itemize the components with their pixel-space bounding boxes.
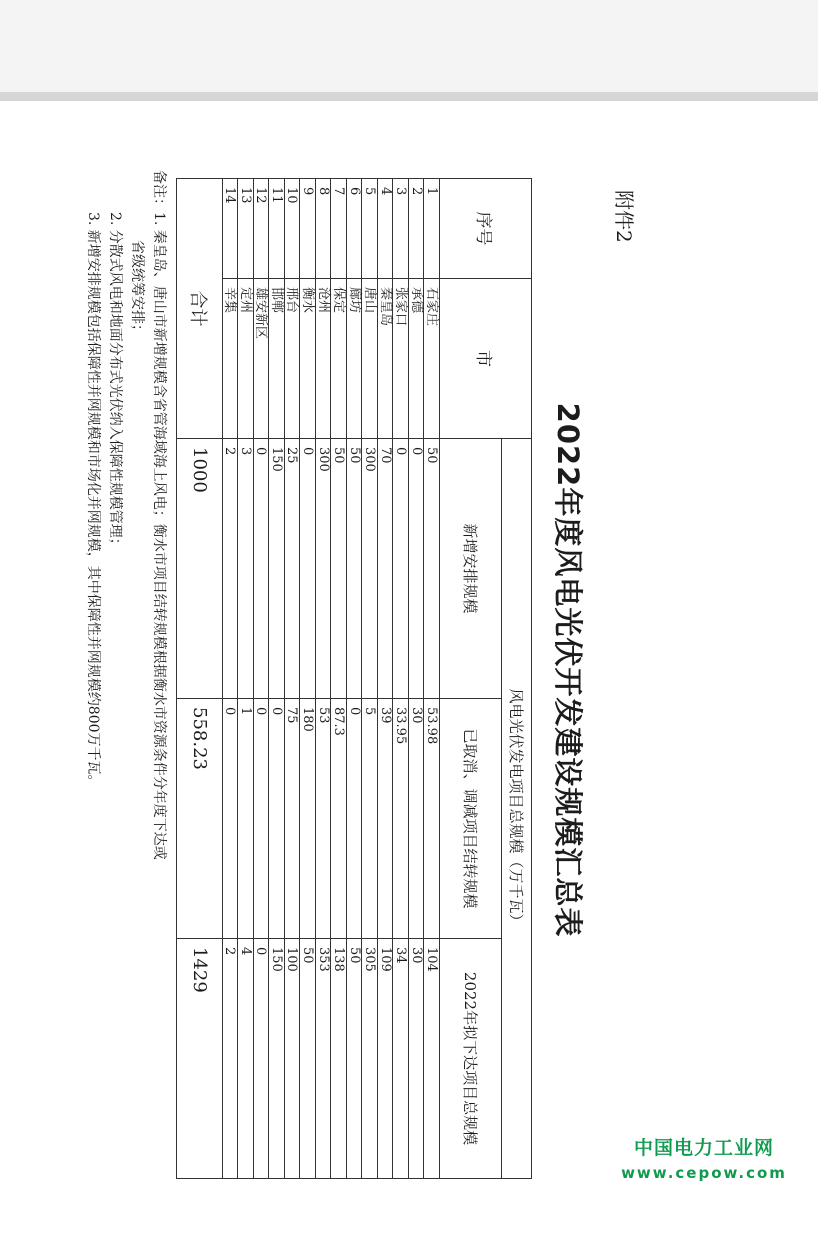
cell-seq: 2 [408, 179, 424, 279]
notes-prefix: 备注： [151, 170, 167, 212]
header-planned-2022: 2022年拟下达项目总规模 [440, 939, 502, 1179]
watermark-url: www.cepow.com [621, 1164, 787, 1182]
cell-new-scale: 50 [346, 439, 362, 699]
cell-city: 定州 [238, 279, 254, 439]
cell-new-scale: 70 [377, 439, 393, 699]
cell-seq: 1 [424, 179, 440, 279]
cell-new-scale: 0 [408, 439, 424, 699]
attachment-label: 附件2 [612, 190, 636, 243]
cell-seq: 13 [238, 179, 254, 279]
cell-city: 张家口 [393, 279, 409, 439]
cell-seq: 14 [222, 179, 238, 279]
cell-cancelled: 87.3 [331, 699, 347, 939]
cell-seq: 7 [331, 179, 347, 279]
cell-cancelled: 0 [222, 699, 238, 939]
cell-seq: 5 [362, 179, 378, 279]
cell-seq: 6 [346, 179, 362, 279]
document-page [80, 170, 640, 1250]
table-body [177, 179, 440, 1179]
cell-planned: 104 [424, 939, 440, 1179]
table-row [393, 179, 409, 1179]
cell-city: 邯郸 [269, 279, 285, 439]
cell-new-scale: 300 [315, 439, 331, 699]
cell-cancelled: 0 [269, 699, 285, 939]
cell-new-scale: 0 [393, 439, 409, 699]
cell-new-scale: 25 [284, 439, 300, 699]
cell-city: 石家庄 [424, 279, 440, 439]
watermark [604, 1133, 804, 1182]
note-1 [148, 170, 170, 1170]
header-cancelled: 已取消、调减项目结转规模 [440, 699, 502, 939]
table-row [424, 179, 440, 1179]
cell-seq: 3 [393, 179, 409, 279]
notes [82, 170, 170, 1170]
cell-city: 秦皇岛 [377, 279, 393, 439]
cell-seq: 11 [269, 179, 285, 279]
total-row [177, 179, 223, 1179]
cell-planned: 50 [300, 939, 316, 1179]
cell-new-scale: 150 [269, 439, 285, 699]
cell-seq: 9 [300, 179, 316, 279]
cell-city: 承德 [408, 279, 424, 439]
cell-planned: 34 [393, 939, 409, 1179]
cell-city: 辛集 [222, 279, 238, 439]
header-group: 风电光伏发电项目总规模（万千瓦） [502, 439, 532, 1179]
note-1-cont: 省级统筹安排； [129, 240, 145, 338]
cell-planned: 100 [284, 939, 300, 1179]
cell-planned: 305 [362, 939, 378, 1179]
table-row [408, 179, 424, 1179]
note-3: 3. 新增安排规模包括保障性并网规模和市场化并网规模，其中保障性并网规模约800万千瓦。 [85, 212, 101, 789]
table-row [377, 179, 393, 1179]
cell-new-scale: 50 [424, 439, 440, 699]
cell-city: 邢台 [284, 279, 300, 439]
cell-seq: 10 [284, 179, 300, 279]
cell-new-scale: 0 [253, 439, 269, 699]
cell-planned: 353 [315, 939, 331, 1179]
total-new-scale: 1000 [177, 439, 223, 699]
cell-city: 衡水 [300, 279, 316, 439]
cell-city: 沧州 [315, 279, 331, 439]
cell-planned: 4 [238, 939, 254, 1179]
table-row [222, 179, 238, 1179]
watermark-name: 中国电力工业网 [633, 1137, 774, 1159]
header-seq: 序号 [440, 179, 532, 279]
note-2: 2. 分散式风电和地面分布式光伏纳入保障性规模管理； [107, 212, 123, 552]
cell-planned: 150 [269, 939, 285, 1179]
cell-planned: 30 [408, 939, 424, 1179]
cell-cancelled: 75 [284, 699, 300, 939]
cell-seq: 8 [315, 179, 331, 279]
cell-city: 唐山 [362, 279, 378, 439]
total-planned: 1429 [177, 939, 223, 1179]
cell-seq: 12 [253, 179, 269, 279]
cell-city: 雄安新区 [253, 279, 269, 439]
cell-new-scale: 2 [222, 439, 238, 699]
cell-planned: 109 [377, 939, 393, 1179]
cell-new-scale: 300 [362, 439, 378, 699]
table-row [346, 179, 362, 1179]
cell-new-scale: 50 [331, 439, 347, 699]
total-cancelled: 558.23 [177, 699, 223, 939]
header-new-scale: 新增安排规模 [440, 439, 502, 699]
cell-cancelled: 39 [377, 699, 393, 939]
cell-planned: 2 [222, 939, 238, 1179]
cell-cancelled: 180 [300, 699, 316, 939]
cell-new-scale: 0 [300, 439, 316, 699]
cell-planned: 0 [253, 939, 269, 1179]
cell-cancelled: 1 [238, 699, 254, 939]
cell-new-scale: 3 [238, 439, 254, 699]
cell-cancelled: 53.98 [424, 699, 440, 939]
page-title: 2022年度风电光伏开发建设规模汇总表 [551, 402, 585, 938]
cell-planned: 138 [331, 939, 347, 1179]
table-row [284, 179, 300, 1179]
cell-planned: 50 [346, 939, 362, 1179]
table-row [253, 179, 269, 1179]
cell-cancelled: 33.95 [393, 699, 409, 939]
summary-table [176, 178, 532, 1179]
total-label: 合计 [177, 179, 223, 439]
table-row [238, 179, 254, 1179]
cell-seq: 4 [377, 179, 393, 279]
cell-cancelled: 53 [315, 699, 331, 939]
note-1-text: 1. 秦皇岛、唐山市新增规模含省管海域海上风电；衡水市项目结转规模根据衡水市资源条件分年度下达或 [151, 212, 167, 860]
table-row [269, 179, 285, 1179]
cell-city: 保定 [331, 279, 347, 439]
table-row [315, 179, 331, 1179]
top-band [0, 0, 818, 92]
table-row [331, 179, 347, 1179]
table-row [300, 179, 316, 1179]
cell-city: 廊坊 [346, 279, 362, 439]
cell-cancelled: 5 [362, 699, 378, 939]
header-city: 市 [440, 279, 532, 439]
cell-cancelled: 0 [253, 699, 269, 939]
top-divider [0, 92, 818, 101]
cell-cancelled: 30 [408, 699, 424, 939]
table-row [362, 179, 378, 1179]
cell-cancelled: 0 [346, 699, 362, 939]
